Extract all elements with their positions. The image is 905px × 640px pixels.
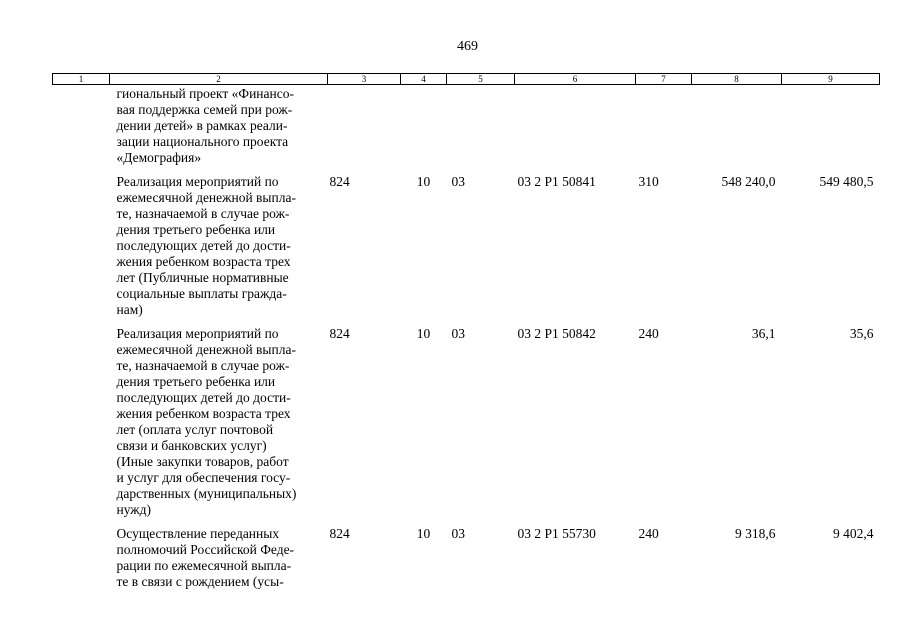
row-subsection-code: 03 bbox=[451, 526, 465, 541]
row-name-line: Реализация мероприятий по bbox=[116, 326, 279, 341]
row-name-line: гиональный проект «Финансо- bbox=[116, 86, 294, 101]
row-name-line: дения третьего ребенка или bbox=[116, 222, 276, 237]
row-name-line: и услуг для обеспечения госу- bbox=[116, 470, 291, 485]
row-blank-cell bbox=[53, 174, 110, 326]
budget-table bbox=[52, 73, 880, 598]
row-expense-type bbox=[636, 85, 692, 175]
row-target-article bbox=[515, 85, 636, 175]
column-header-6: 6 bbox=[515, 74, 636, 85]
column-header-3: 3 bbox=[328, 74, 401, 85]
row-section-code bbox=[401, 85, 447, 175]
row-target-article: 03 2 P1 50842 bbox=[517, 326, 596, 341]
row-expense-type: 310 bbox=[638, 174, 659, 189]
row-amount-2 bbox=[782, 85, 880, 175]
row-section-code: 10 bbox=[416, 174, 431, 189]
row-amount-1: 36,1 bbox=[751, 326, 776, 341]
table-row bbox=[53, 85, 880, 175]
row-name-line: жения ребенком возраста трех bbox=[116, 406, 291, 421]
row-amount-2: 549 480,5 bbox=[819, 174, 874, 189]
column-header-8: 8 bbox=[692, 74, 782, 85]
row-subsection-code: 03 bbox=[451, 174, 465, 189]
row-name-line: Осуществление переданных bbox=[116, 526, 280, 541]
row-expense-type: 240 bbox=[638, 526, 659, 541]
row-ministry-code: 824 bbox=[329, 326, 350, 341]
column-header-2: 2 bbox=[110, 74, 328, 85]
row-name-line: нам) bbox=[116, 302, 143, 317]
table-row bbox=[53, 326, 880, 526]
table-row bbox=[53, 174, 880, 326]
row-name-line: те, назначаемой в случае рож- bbox=[116, 358, 290, 373]
column-header-4: 4 bbox=[401, 74, 447, 85]
row-name-line: жения ребенком возраста трех bbox=[116, 254, 291, 269]
row-name bbox=[110, 174, 328, 326]
row-target-article: 03 2 P1 55730 bbox=[517, 526, 596, 541]
row-name-line: зации национального проекта bbox=[116, 134, 289, 149]
column-header-9: 9 bbox=[782, 74, 880, 85]
row-name-line: (Иные закупки товаров, работ bbox=[116, 454, 289, 469]
row-name bbox=[110, 326, 328, 526]
row-name-line: последующих детей до дости- bbox=[116, 238, 291, 253]
row-name-line: последующих детей до дости- bbox=[116, 390, 291, 405]
row-amount-1: 548 240,0 bbox=[721, 174, 776, 189]
row-subsection-code bbox=[447, 85, 515, 175]
row-name-line: те, назначаемой в случае рож- bbox=[116, 206, 290, 221]
row-amount-1 bbox=[692, 85, 782, 175]
row-name-line: полномочий Российской Феде- bbox=[116, 542, 295, 557]
row-blank-cell bbox=[53, 85, 110, 175]
row-blank-cell bbox=[53, 526, 110, 598]
row-name bbox=[110, 526, 328, 598]
row-name-line: лет (Публичные нормативные bbox=[116, 270, 289, 285]
row-name-line: дения третьего ребенка или bbox=[116, 374, 276, 389]
row-name-line: ежемесячной денежной выпла- bbox=[116, 342, 296, 357]
row-ministry-code: 824 bbox=[329, 526, 350, 541]
row-blank-cell bbox=[53, 326, 110, 526]
column-number-header bbox=[53, 74, 880, 85]
row-ministry-code bbox=[328, 85, 401, 175]
row-amount-2: 35,6 bbox=[849, 326, 874, 341]
row-target-article: 03 2 P1 50841 bbox=[517, 174, 596, 189]
row-name-line: дении детей» в рамках реали- bbox=[116, 118, 288, 133]
row-name-line: дарственных (муниципальных) bbox=[116, 486, 297, 501]
row-name-line: вая поддержка семей при рож- bbox=[116, 102, 293, 117]
row-name-line: «Демография» bbox=[116, 150, 202, 165]
row-name-line: нужд) bbox=[116, 502, 151, 517]
row-name-line: те в связи с рождением (усы- bbox=[116, 574, 284, 589]
row-name bbox=[110, 85, 328, 175]
row-expense-type: 240 bbox=[638, 326, 659, 341]
row-section-code: 10 bbox=[416, 326, 431, 341]
page-number: 469 bbox=[457, 39, 478, 54]
row-amount-1: 9 318,6 bbox=[735, 526, 776, 541]
row-amount-2: 9 402,4 bbox=[833, 526, 874, 541]
row-name-line: Реализация мероприятий по bbox=[116, 174, 279, 189]
row-name-line: ежемесячной денежной выпла- bbox=[116, 190, 296, 205]
row-name-line: социальные выплаты гражда- bbox=[116, 286, 287, 301]
row-name-line: связи и банковских услуг) bbox=[116, 438, 267, 453]
row-section-code: 10 bbox=[416, 526, 431, 541]
column-header-7: 7 bbox=[636, 74, 692, 85]
column-header-1: 1 bbox=[53, 74, 110, 85]
row-ministry-code: 824 bbox=[329, 174, 350, 189]
row-subsection-code: 03 bbox=[451, 326, 465, 341]
row-name-line: рации по ежемесячной выпла- bbox=[116, 558, 292, 573]
column-header-5: 5 bbox=[447, 74, 515, 85]
table-row bbox=[53, 526, 880, 598]
row-name-line: лет (оплата услуг почтовой bbox=[116, 422, 274, 437]
